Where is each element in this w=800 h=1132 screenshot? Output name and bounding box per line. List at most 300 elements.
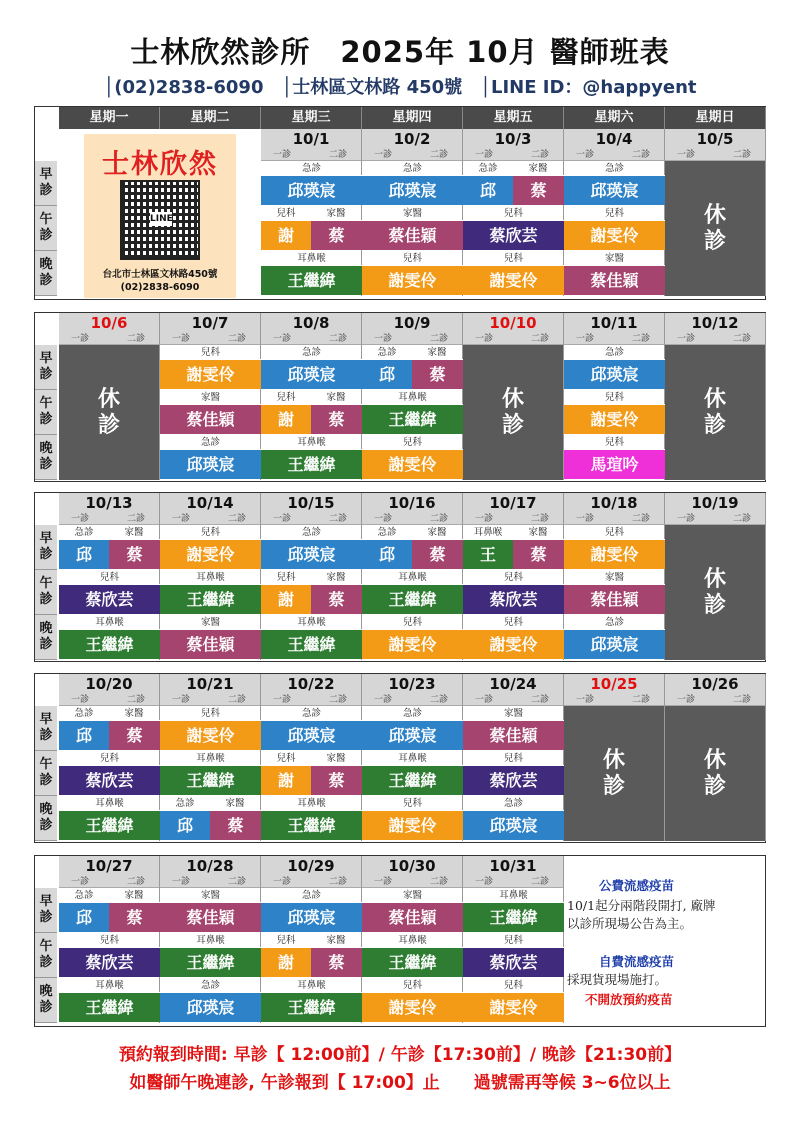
doctor-block: 蔡欣芸 — [59, 947, 160, 977]
doctor-block: 蔡佳穎 — [160, 629, 261, 659]
closed-block — [59, 345, 159, 480]
day-date: 10/3 — [494, 130, 532, 148]
sub-label-1: 一診 — [475, 150, 494, 160]
sub-label-2: 二診 — [328, 877, 347, 887]
weekday-header: 星期一 — [59, 107, 160, 129]
doctor-block: 蔡佳穎 — [564, 584, 665, 614]
day-cell — [665, 674, 766, 841]
department-label: 家醫 — [604, 572, 624, 583]
department-label: 急診 — [74, 708, 94, 719]
logo-phone: (02)2838-6090 — [120, 282, 200, 293]
day-date: 10/19 — [691, 494, 739, 512]
sub-label-1: 一診 — [576, 695, 595, 705]
department-label: 兒科 — [503, 208, 523, 219]
day-date: 10/23 — [388, 675, 436, 693]
doctor-block: 謝 — [261, 584, 311, 614]
department-label: 家醫 — [528, 527, 548, 538]
sub-label-1: 一診 — [374, 877, 393, 887]
sub-label-2: 二診 — [732, 150, 751, 160]
doctor-block: 蔡 — [412, 539, 463, 569]
doctor-block: 蔡 — [513, 539, 564, 569]
day-header — [463, 129, 563, 161]
slot-label-text: 晚診 — [39, 621, 53, 652]
weekday-header: 星期二 — [160, 107, 261, 129]
sub-label-2: 二診 — [429, 334, 448, 344]
day-header — [362, 129, 462, 161]
doctor-block: 蔡佳穎 — [362, 220, 463, 250]
day-header — [362, 493, 462, 525]
clinic-logo-text: 士林欣然 — [102, 149, 218, 180]
doctor-block: 謝雯伶 — [362, 992, 463, 1022]
sub-label-2: 二診 — [328, 514, 347, 524]
doctor-block: 王繼緯 — [160, 947, 261, 977]
doctor-block: 邱瑛宸 — [564, 359, 665, 389]
day-header — [463, 856, 563, 888]
department-label: 兒科 — [99, 935, 119, 946]
doctor-block: 邱 — [160, 810, 210, 840]
self-vaccine-title: 自費流感疫苗 — [599, 954, 675, 969]
doctor-block: 邱瑛宸 — [261, 175, 362, 205]
department-label: 急診 — [175, 798, 195, 809]
day-cell — [59, 856, 160, 1023]
sub-label-2: 二診 — [227, 334, 246, 344]
day-date: 10/4 — [595, 130, 633, 148]
slot-label-text: 早診 — [39, 712, 53, 743]
doctor-block: 謝雯伶 — [564, 539, 665, 569]
day-date: 10/26 — [691, 675, 739, 693]
line-qr-code — [120, 180, 200, 260]
slot-label — [35, 615, 57, 660]
day-cell — [564, 674, 665, 841]
doctor-block: 王繼緯 — [261, 629, 362, 659]
sub-label-2: 二診 — [631, 334, 650, 344]
day-header — [665, 674, 765, 706]
department-label: 家醫 — [124, 890, 144, 901]
slot-label — [35, 251, 57, 296]
day-cell — [362, 313, 463, 480]
slot-label-text: 早診 — [39, 351, 53, 382]
sub-label-2: 二診 — [126, 695, 145, 705]
doctor-block: 謝雯伶 — [564, 404, 665, 434]
day-cell — [463, 674, 564, 841]
doctor-block: 邱瑛宸 — [463, 810, 564, 840]
week-block — [34, 673, 766, 843]
doctor-block: 王繼緯 — [362, 404, 463, 434]
sub-label-2: 二診 — [732, 334, 751, 344]
doctor-block: 馬瑄吟 — [564, 449, 665, 479]
day-cell — [59, 493, 160, 660]
doctor-block: 謝雯伶 — [362, 449, 463, 479]
doctor-block: 蔡 — [311, 947, 362, 977]
doctor-block: 邱 — [59, 539, 109, 569]
slot-label-text: 晚診 — [39, 802, 53, 833]
day-header — [665, 493, 765, 525]
late-checkin-note: 如醫師午晚連診, 午診報到【 17:00】止 過號需再等候 3~6位以上 — [129, 1073, 671, 1093]
day-date: 10/2 — [393, 130, 431, 148]
weekday-header: 星期三 — [261, 107, 362, 129]
sub-label-2: 二診 — [227, 877, 246, 887]
day-header — [362, 313, 462, 345]
day-cell — [160, 674, 261, 841]
closed-block — [665, 525, 765, 660]
day-header — [160, 493, 260, 525]
day-date: 10/14 — [186, 494, 234, 512]
doctor-block: 謝雯伶 — [362, 265, 463, 295]
department-label: 耳鼻喉 — [398, 753, 427, 764]
day-cell — [665, 129, 766, 296]
week-block — [34, 492, 766, 662]
day-header — [564, 129, 664, 161]
slot-label-text: 晚診 — [39, 441, 53, 472]
sub-label-2: 二診 — [429, 150, 448, 160]
doctor-block: 謝 — [261, 404, 311, 434]
department-label: 家醫 — [402, 208, 422, 219]
doctor-block: 蔡 — [412, 359, 463, 389]
day-cell — [463, 313, 564, 480]
day-header — [59, 674, 159, 706]
day-cell — [261, 493, 362, 660]
qr-caption: LINE — [150, 214, 173, 224]
day-cell — [261, 674, 362, 841]
sub-label-2: 二診 — [631, 514, 650, 524]
department-label: 兒科 — [604, 208, 624, 219]
day-cell — [564, 313, 665, 480]
weekday-header: 星期四 — [362, 107, 463, 129]
slot-label — [35, 933, 57, 978]
public-vaccine-text-1: 10/1起分兩階段開打, 廠牌 — [567, 898, 716, 913]
day-date: 10/29 — [287, 857, 335, 875]
weekday-header: 星期日 — [665, 107, 766, 129]
department-label: 兒科 — [604, 392, 624, 403]
day-header — [59, 856, 159, 888]
doctor-block: 王繼緯 — [362, 584, 463, 614]
clinic-logo-panel — [84, 134, 236, 298]
doctor-block: 蔡佳穎 — [160, 404, 261, 434]
day-cell — [665, 493, 766, 660]
sub-label-1: 一診 — [71, 334, 90, 344]
doctor-block: 王繼緯 — [160, 765, 261, 795]
day-date: 10/8 — [292, 314, 330, 332]
day-cell — [59, 313, 160, 480]
sub-label-1: 一診 — [374, 514, 393, 524]
vaccine-notes — [563, 856, 765, 1028]
day-header — [665, 313, 765, 345]
slot-label-text: 午診 — [39, 576, 53, 607]
slot-label — [35, 525, 57, 570]
sub-label-1: 一診 — [374, 334, 393, 344]
doctor-block: 邱瑛宸 — [261, 902, 362, 932]
department-label: 家醫 — [402, 890, 422, 901]
sub-label-2: 二診 — [328, 150, 347, 160]
doctor-block: 謝雯伶 — [463, 992, 564, 1022]
day-date: 10/28 — [186, 857, 234, 875]
day-cell — [362, 674, 463, 841]
department-label: 急診 — [200, 437, 220, 448]
department-label: 急診 — [301, 708, 321, 719]
doctor-block: 王繼緯 — [59, 992, 160, 1022]
sub-label-2: 二診 — [530, 695, 549, 705]
sub-label-1: 一診 — [374, 695, 393, 705]
sub-label-1: 一診 — [273, 150, 292, 160]
doctor-block: 邱瑛宸 — [362, 175, 463, 205]
department-label: 急診 — [377, 347, 397, 358]
sub-label-2: 二診 — [227, 514, 246, 524]
department-label: 急診 — [604, 163, 624, 174]
doctor-block: 謝雯伶 — [463, 629, 564, 659]
doctor-block: 王繼緯 — [160, 584, 261, 614]
doctor-block: 蔡 — [210, 810, 261, 840]
sub-label-1: 一診 — [172, 334, 191, 344]
department-label: 兒科 — [402, 980, 422, 991]
doctor-block: 蔡欣芸 — [59, 765, 160, 795]
day-date: 10/13 — [85, 494, 133, 512]
sub-label-1: 一診 — [475, 695, 494, 705]
department-label: 兒科 — [276, 753, 296, 764]
closed-label: 休診 — [703, 566, 726, 618]
sub-label-2: 二診 — [732, 695, 751, 705]
sub-label-2: 二診 — [530, 514, 549, 524]
closed-label: 休診 — [501, 386, 524, 438]
department-label: 家醫 — [427, 527, 447, 538]
day-date: 10/6 — [90, 314, 128, 332]
department-label: 兒科 — [503, 253, 523, 264]
department-label: 耳鼻喉 — [473, 527, 503, 538]
department-label: 家醫 — [326, 753, 346, 764]
doctor-block: 蔡 — [311, 584, 362, 614]
doctor-block: 王繼緯 — [59, 629, 160, 659]
sub-label-2: 二診 — [126, 334, 145, 344]
sub-label-2: 二診 — [530, 334, 549, 344]
day-header — [261, 129, 361, 161]
day-date: 10/15 — [287, 494, 335, 512]
sub-label-1: 一診 — [273, 877, 292, 887]
doctor-block: 蔡佳穎 — [362, 902, 463, 932]
department-label: 家醫 — [124, 708, 144, 719]
doctor-block: 謝雯伶 — [564, 220, 665, 250]
doctor-block: 蔡佳穎 — [463, 720, 564, 750]
sub-label-1: 一診 — [677, 695, 696, 705]
doctor-block: 謝雯伶 — [160, 539, 261, 569]
slot-label — [35, 161, 57, 206]
department-label: 耳鼻喉 — [499, 890, 528, 901]
doctor-block: 蔡 — [109, 902, 160, 932]
doctor-block: 王繼緯 — [261, 265, 362, 295]
day-header — [564, 313, 664, 345]
day-cell — [362, 856, 463, 1023]
week-block — [34, 312, 766, 482]
day-date: 10/31 — [489, 857, 537, 875]
day-date: 10/25 — [590, 675, 638, 693]
day-date: 10/12 — [691, 314, 739, 332]
department-label: 兒科 — [200, 527, 220, 538]
sub-label-2: 二診 — [429, 514, 448, 524]
department-label: 兒科 — [276, 392, 296, 403]
sub-label-1: 一診 — [273, 514, 292, 524]
sub-label-2: 二診 — [732, 514, 751, 524]
day-cell — [261, 313, 362, 480]
sub-label-1: 一診 — [172, 514, 191, 524]
department-label: 兒科 — [503, 572, 523, 583]
slot-label-text: 晚診 — [39, 984, 53, 1015]
department-label: 急診 — [604, 617, 624, 628]
sub-label-2: 二診 — [126, 514, 145, 524]
day-header — [160, 856, 260, 888]
day-cell — [160, 493, 261, 660]
department-label: 家醫 — [326, 392, 346, 403]
department-label: 急診 — [377, 527, 397, 538]
department-label: 兒科 — [99, 572, 119, 583]
day-date: 10/17 — [489, 494, 537, 512]
department-label: 耳鼻喉 — [297, 798, 326, 809]
day-date: 10/10 — [489, 314, 537, 332]
doctor-block: 邱瑛宸 — [160, 449, 261, 479]
department-label: 家醫 — [200, 617, 220, 628]
department-label: 耳鼻喉 — [398, 392, 427, 403]
sub-label-1: 一診 — [71, 514, 90, 524]
day-header — [59, 313, 159, 345]
department-label: 兒科 — [200, 708, 220, 719]
sub-label-1: 一診 — [273, 334, 292, 344]
public-vaccine-title: 公費流感疫苗 — [599, 878, 675, 893]
sub-label-2: 二診 — [530, 877, 549, 887]
day-header — [362, 674, 462, 706]
doctor-block: 邱瑛宸 — [261, 539, 362, 569]
doctor-block: 蔡欣芸 — [463, 765, 564, 795]
day-header — [463, 313, 563, 345]
doctor-block: 邱 — [59, 902, 109, 932]
day-date: 10/5 — [696, 130, 734, 148]
department-label: 家醫 — [200, 392, 220, 403]
department-label: 兒科 — [276, 208, 296, 219]
day-date: 10/11 — [590, 314, 638, 332]
department-label: 急診 — [301, 347, 321, 358]
slot-label — [35, 206, 57, 251]
sub-label-1: 一診 — [677, 150, 696, 160]
doctor-block: 蔡欣芸 — [463, 584, 564, 614]
sub-label-2: 二診 — [227, 695, 246, 705]
department-label: 兒科 — [200, 347, 220, 358]
day-cell — [160, 313, 261, 480]
closed-block — [665, 345, 765, 480]
sub-label-2: 二診 — [328, 695, 347, 705]
sub-label-1: 一診 — [677, 514, 696, 524]
day-cell — [665, 313, 766, 480]
slot-label-text: 晚診 — [39, 257, 53, 288]
slot-label-text: 早診 — [39, 894, 53, 925]
department-label: 兒科 — [604, 527, 624, 538]
logo-address: 台北市士林區文林路450號 — [102, 269, 218, 280]
slot-label — [35, 888, 57, 933]
sub-label-1: 一診 — [475, 334, 494, 344]
department-label: 急診 — [478, 163, 498, 174]
department-label: 兒科 — [402, 253, 422, 264]
doctor-block: 邱瑛宸 — [261, 720, 362, 750]
slot-label — [35, 751, 57, 796]
department-label: 家醫 — [528, 163, 548, 174]
department-label: 家醫 — [604, 253, 624, 264]
day-header — [261, 674, 361, 706]
day-header — [160, 313, 260, 345]
doctor-block: 蔡欣芸 — [59, 584, 160, 614]
sub-label-2: 二診 — [530, 150, 549, 160]
department-label: 家醫 — [326, 935, 346, 946]
doctor-block: 蔡佳穎 — [564, 265, 665, 295]
doctor-block: 謝 — [261, 765, 311, 795]
sub-label-1: 一診 — [475, 877, 494, 887]
department-label: 家醫 — [124, 527, 144, 538]
slot-label — [35, 390, 57, 435]
self-vaccine-text: 採現貨現場施打。 — [567, 972, 668, 987]
day-date: 10/20 — [85, 675, 133, 693]
department-label: 家醫 — [326, 208, 346, 219]
day-header — [564, 493, 664, 525]
day-header — [261, 493, 361, 525]
day-date: 10/7 — [191, 314, 229, 332]
day-date: 10/16 — [388, 494, 436, 512]
sub-label-2: 二診 — [429, 695, 448, 705]
doctor-block: 謝 — [261, 220, 311, 250]
department-label: 急診 — [74, 890, 94, 901]
department-label: 急診 — [503, 798, 523, 809]
department-label: 家醫 — [503, 708, 523, 719]
day-cell — [362, 493, 463, 660]
closed-block — [564, 706, 664, 841]
day-cell — [564, 129, 665, 296]
doctor-block: 蔡 — [311, 765, 362, 795]
weekday-header: 星期五 — [463, 107, 564, 129]
department-label: 耳鼻喉 — [196, 572, 225, 583]
department-label: 兒科 — [276, 572, 296, 583]
sub-label-1: 一診 — [677, 334, 696, 344]
doctor-block: 謝雯伶 — [463, 265, 564, 295]
doctor-block: 蔡 — [109, 720, 160, 750]
day-header — [362, 856, 462, 888]
doctor-block: 邱 — [362, 539, 412, 569]
closed-label: 休診 — [703, 202, 726, 254]
department-label: 兒科 — [402, 617, 422, 628]
day-cell — [59, 674, 160, 841]
sub-label-1: 一診 — [172, 877, 191, 887]
closed-label: 休診 — [703, 747, 726, 799]
doctor-block: 謝 — [261, 947, 311, 977]
day-cell — [463, 129, 564, 296]
department-label: 家醫 — [225, 798, 245, 809]
slot-label — [35, 796, 57, 841]
sub-label-1: 一診 — [374, 150, 393, 160]
doctor-block: 邱 — [362, 359, 412, 389]
department-label: 兒科 — [99, 753, 119, 764]
day-date: 10/30 — [388, 857, 436, 875]
public-vaccine-text-2: 以診所現場公告為主。 — [567, 916, 693, 931]
sub-label-2: 二診 — [631, 695, 650, 705]
doctor-block: 邱瑛宸 — [261, 359, 362, 389]
closed-block — [665, 161, 765, 296]
department-label: 耳鼻喉 — [297, 980, 326, 991]
doctor-block: 王繼緯 — [261, 992, 362, 1022]
slot-label — [35, 435, 57, 480]
doctor-block: 王繼緯 — [463, 902, 564, 932]
sub-label-1: 一診 — [576, 334, 595, 344]
doctor-block: 蔡佳穎 — [160, 902, 261, 932]
day-header — [160, 674, 260, 706]
department-label: 兒科 — [276, 935, 296, 946]
slot-label-text: 早診 — [39, 531, 53, 562]
doctor-block: 王繼緯 — [59, 810, 160, 840]
department-label: 家醫 — [326, 572, 346, 583]
page-title: 士林欣然診所 2025年 10月 醫師班表 — [130, 35, 670, 69]
department-label: 耳鼻喉 — [297, 253, 326, 264]
sub-label-2: 二診 — [429, 877, 448, 887]
